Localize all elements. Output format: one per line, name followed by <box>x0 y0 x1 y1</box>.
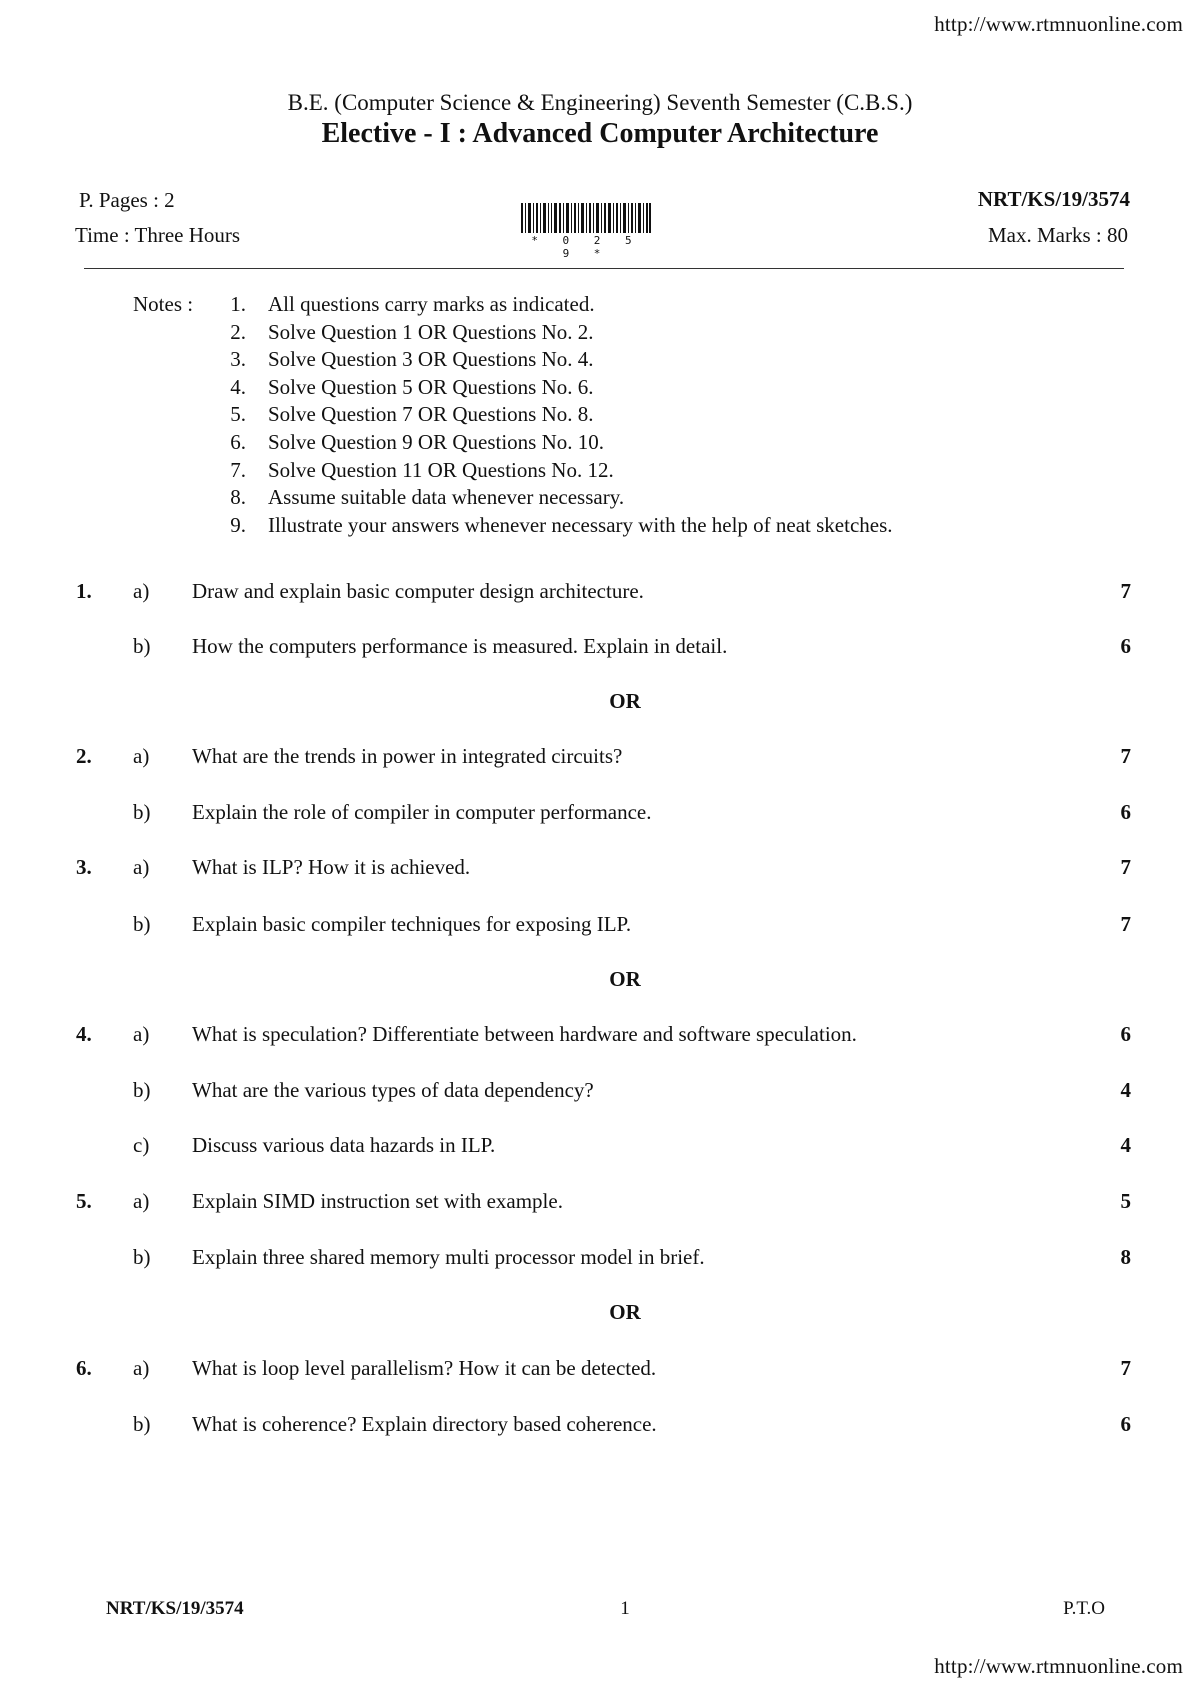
question-marks: 6 <box>1120 1412 1131 1436</box>
question-row <box>0 1412 1200 1442</box>
question-part: b) <box>133 634 151 658</box>
note-number: 4. <box>230 375 246 399</box>
question-row <box>0 1356 1200 1386</box>
question-marks: 7 <box>1120 579 1131 603</box>
note-number: 9. <box>230 513 246 537</box>
question-number: 5. <box>76 1189 92 1213</box>
question-text: What is speculation? Differentiate between hardware and software speculation. <box>192 1022 857 1046</box>
question-part: a) <box>133 1022 150 1046</box>
question-part: b) <box>133 1078 151 1102</box>
question-marks: 4 <box>1120 1078 1131 1102</box>
please-turn-over: P.T.O <box>1063 1598 1105 1619</box>
question-row <box>0 634 1200 664</box>
question-text: Explain SIMD instruction set with example. <box>192 1189 563 1213</box>
question-marks: 6 <box>1120 634 1131 658</box>
question-row <box>0 579 1200 609</box>
note-text: Illustrate your answers whenever necessary with the help of neat sketches. <box>268 513 893 537</box>
question-part: a) <box>133 744 150 768</box>
question-marks: 5 <box>1120 1189 1131 1213</box>
question-text: Draw and explain basic computer design architecture. <box>192 579 644 603</box>
question-number: 4. <box>76 1022 92 1046</box>
question-row <box>0 855 1200 885</box>
question-text: Explain basic compiler techniques for exposing ILP. <box>192 912 632 936</box>
question-part: a) <box>133 1356 150 1380</box>
question-part: c) <box>133 1133 150 1157</box>
question-marks: 8 <box>1120 1245 1131 1269</box>
question-part: b) <box>133 1412 151 1436</box>
question-text: What are the various types of data dependency? <box>192 1078 594 1102</box>
max-marks: Max. Marks : 80 <box>988 223 1128 247</box>
or-separator: OR <box>609 967 641 991</box>
question-text: Explain the role of compiler in computer performance. <box>192 800 652 824</box>
question-part: a) <box>133 1189 150 1213</box>
question-text: What is ILP? How it is achieved. <box>192 855 471 879</box>
question-row <box>0 1189 1200 1219</box>
question-text: Discuss various data hazards in ILP. <box>192 1133 496 1157</box>
note-number: 5. <box>230 402 246 426</box>
question-text: How the computers performance is measured. Explain in detail. <box>192 634 728 658</box>
question-number: 3. <box>76 855 92 879</box>
question-marks: 7 <box>1120 855 1131 879</box>
note-text: Solve Question 11 OR Questions No. 12. <box>268 458 614 482</box>
source-url-bottom: http://www.rtmnuonline.com <box>934 1654 1183 1678</box>
note-text: Solve Question 7 OR Questions No. 8. <box>268 402 594 426</box>
question-row <box>0 912 1200 942</box>
question-part: b) <box>133 800 151 824</box>
question-part: a) <box>133 579 150 603</box>
barcode-number: * 0 2 5 9 * <box>531 234 641 260</box>
question-part: a) <box>133 855 150 879</box>
question-row <box>0 800 1200 830</box>
page-count: P. Pages : 2 <box>79 188 175 212</box>
question-marks: 6 <box>1120 1022 1131 1046</box>
note-text: All questions carry marks as indicated. <box>268 292 595 316</box>
question-part: b) <box>133 1245 151 1269</box>
footer-paper-code: NRT/KS/19/3574 <box>106 1598 244 1619</box>
question-part: b) <box>133 912 151 936</box>
question-text: What is coherence? Explain directory based coherence. <box>192 1412 657 1436</box>
notes-label: Notes : <box>133 292 194 316</box>
subject-title: Elective - I : Advanced Computer Architecture <box>321 118 879 149</box>
note-text: Solve Question 9 OR Questions No. 10. <box>268 430 604 454</box>
question-marks: 7 <box>1120 912 1131 936</box>
question-text: Explain three shared memory multi processor model in brief. <box>192 1245 705 1269</box>
course-title: B.E. (Computer Science & Engineering) Seventh Semester (C.B.S.) <box>287 90 913 115</box>
exam-time: Time : Three Hours <box>75 223 241 247</box>
note-text: Solve Question 3 OR Questions No. 4. <box>268 347 594 371</box>
question-row <box>0 744 1200 774</box>
note-number: 6. <box>230 430 246 454</box>
note-number: 8. <box>230 485 246 509</box>
question-text: What are the trends in power in integrated circuits? <box>192 744 623 768</box>
note-text: Assume suitable data whenever necessary. <box>268 485 625 509</box>
question-row <box>0 1022 1200 1052</box>
question-marks: 6 <box>1120 800 1131 824</box>
question-text: What is loop level parallelism? How it can be detected. <box>192 1356 657 1380</box>
question-row <box>0 1245 1200 1275</box>
question-number: 6. <box>76 1356 92 1380</box>
question-marks: 7 <box>1120 744 1131 768</box>
note-number: 2. <box>230 320 246 344</box>
paper-code: NRT/KS/19/3574 <box>977 187 1130 211</box>
question-number: 1. <box>76 579 92 603</box>
note-text: Solve Question 1 OR Questions No. 2. <box>268 320 594 344</box>
barcode <box>521 203 651 233</box>
page-number: 1 <box>620 1598 630 1619</box>
note-number: 3. <box>230 347 246 371</box>
or-separator: OR <box>609 1300 641 1324</box>
header-divider <box>84 268 1124 269</box>
question-marks: 7 <box>1120 1356 1131 1380</box>
note-number: 1. <box>230 292 246 316</box>
note-text: Solve Question 5 OR Questions No. 6. <box>268 375 594 399</box>
question-row <box>0 1133 1200 1163</box>
question-marks: 4 <box>1120 1133 1131 1157</box>
question-number: 2. <box>76 744 92 768</box>
or-separator: OR <box>609 689 641 713</box>
note-number: 7. <box>230 458 246 482</box>
source-url-top: http://www.rtmnuonline.com <box>934 12 1183 36</box>
question-row <box>0 1078 1200 1108</box>
